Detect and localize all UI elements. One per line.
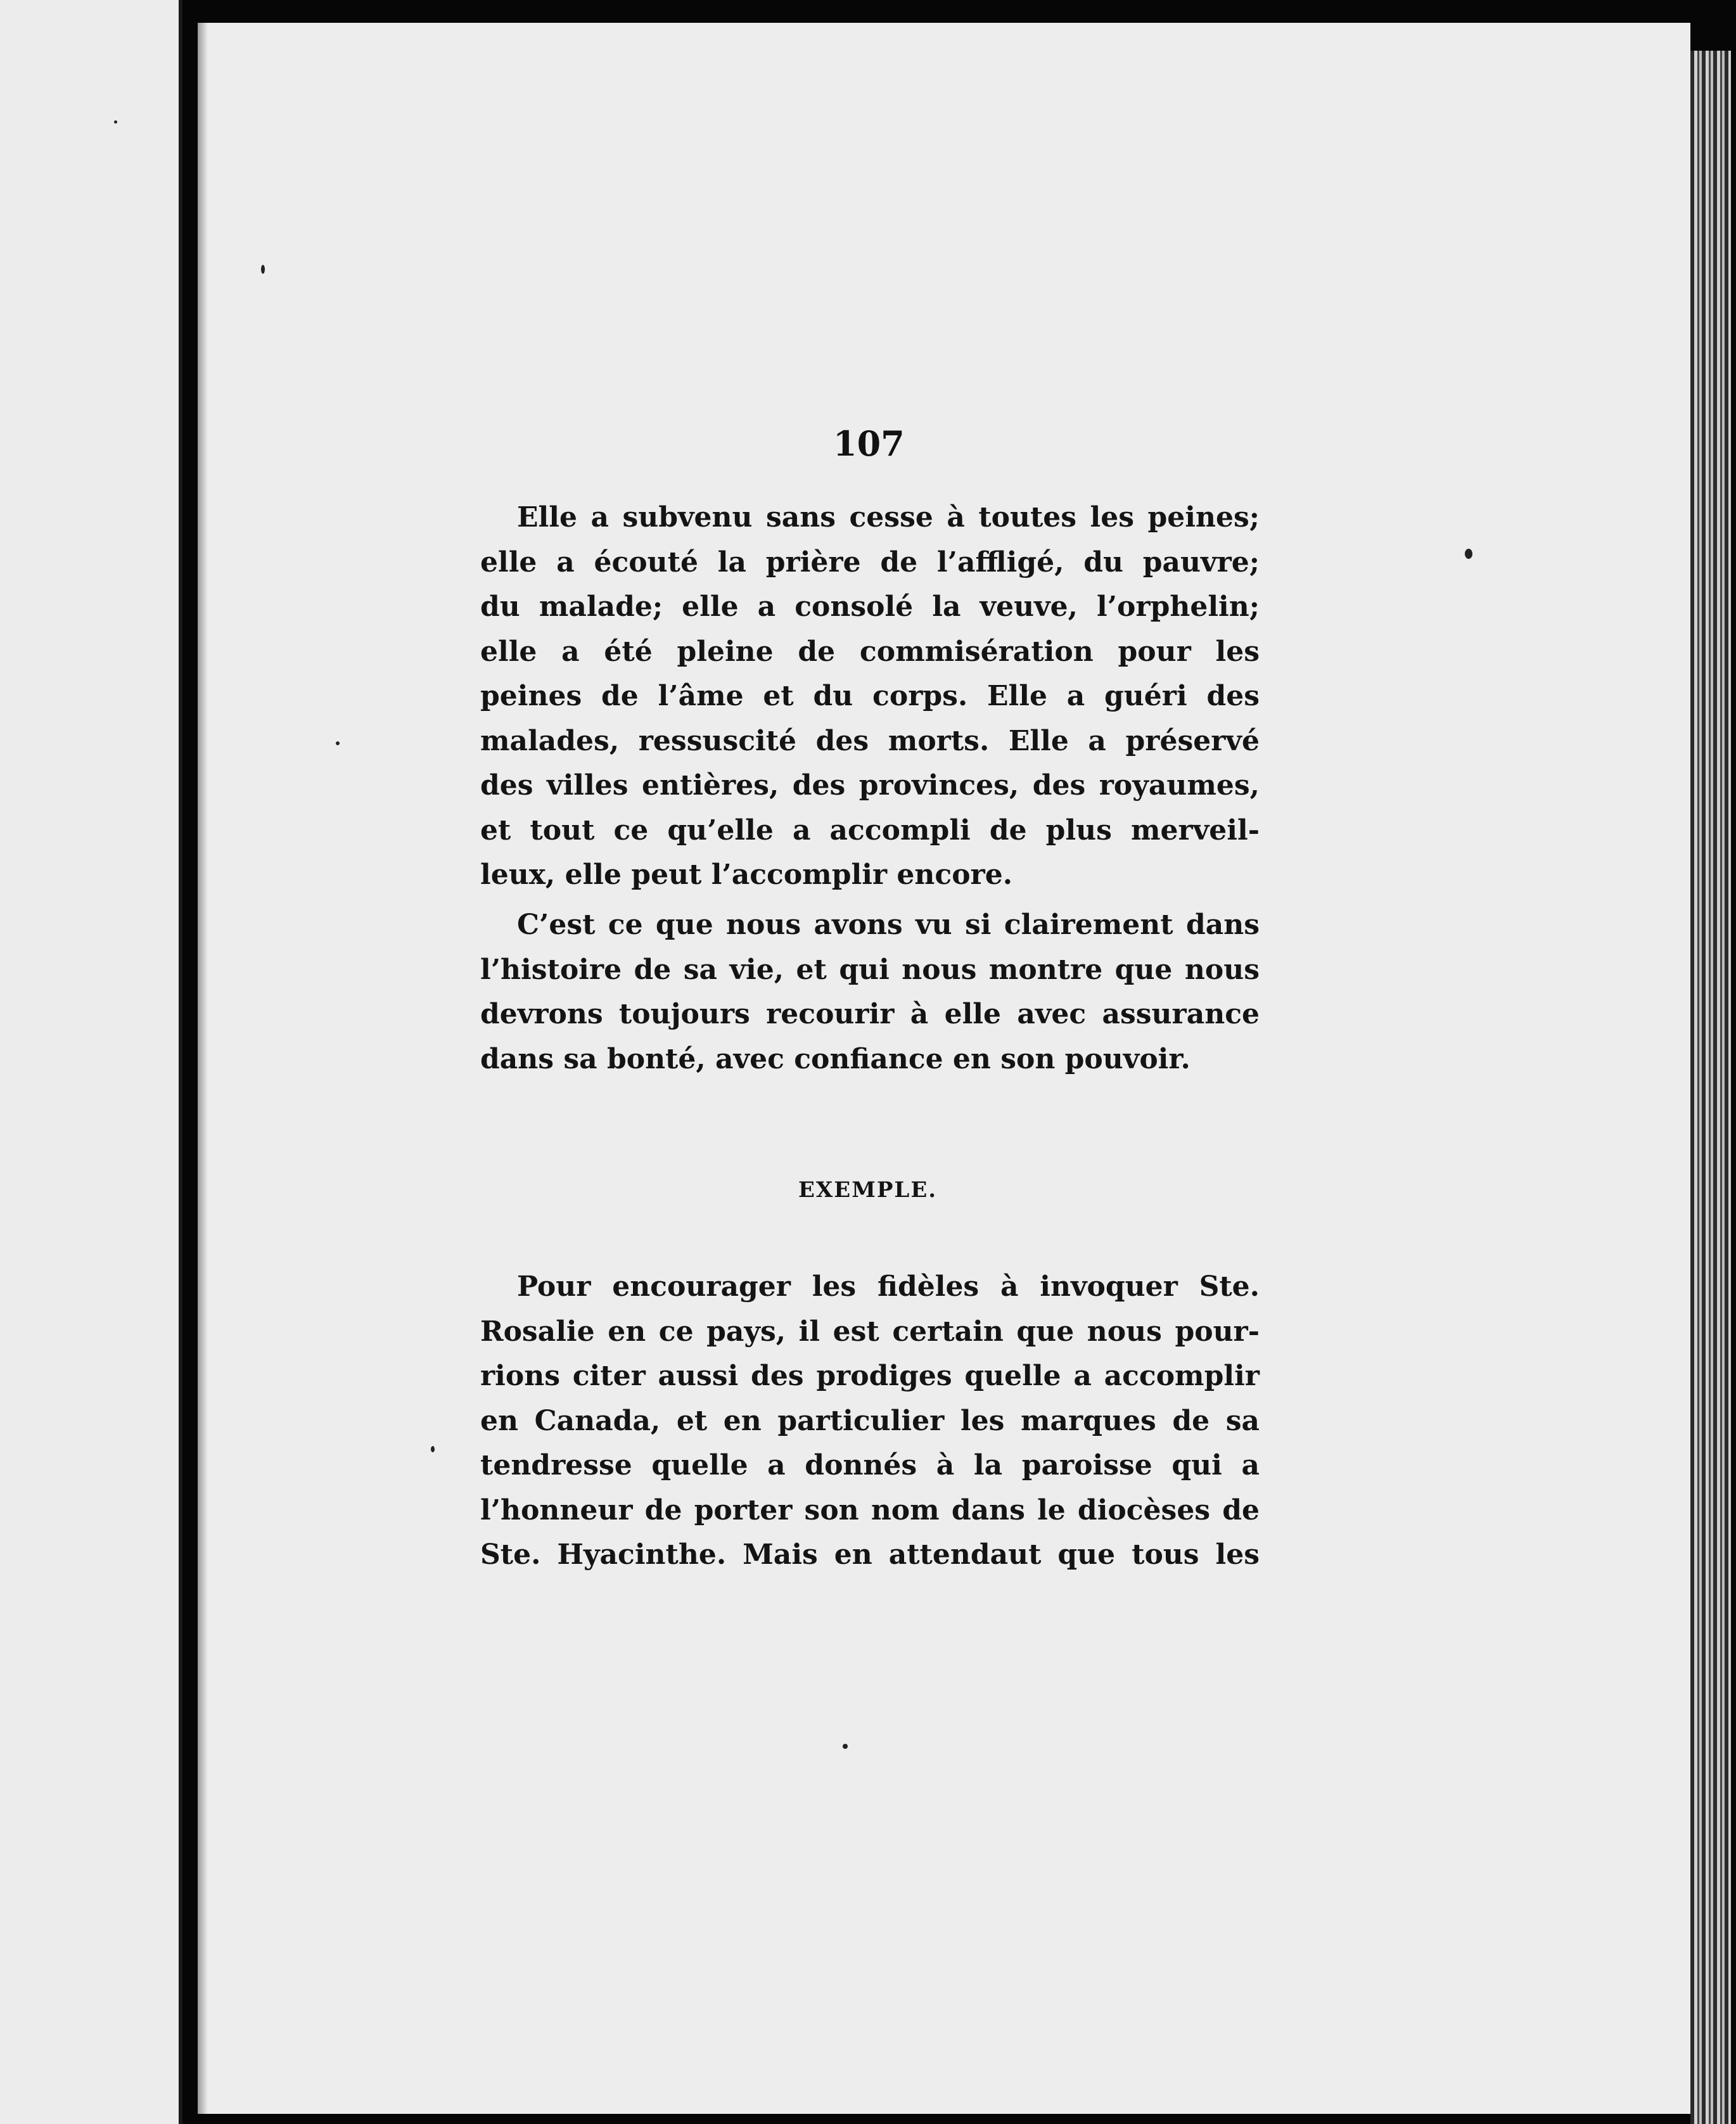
text-line: rions citer aussi des prodiges quelle a accomplir (480, 1360, 1260, 1392)
text-line: leux, elle peut l’accomplir encore. (480, 859, 1013, 891)
text-line: l’histoire de sa vie, et qui nous montre que nous (480, 953, 1260, 986)
speck (843, 1744, 848, 1749)
text-line: des villes entières, des provinces, des royaumes, (480, 769, 1260, 802)
text-line: dans sa bonté, avec confiance en son pouvoir. (480, 1042, 1190, 1075)
text-line: peines de l’âme et du corps. Elle a guéri des (480, 680, 1260, 712)
paragraph-3 (480, 1265, 1260, 1578)
paragraph-1 (480, 496, 1260, 898)
text-line: devrons toujours recourir à elle avec assurance (480, 998, 1260, 1030)
speck (1465, 549, 1472, 559)
text-line: et tout ce qu’elle a accompli de plus merveil- (480, 814, 1260, 847)
text-line: elle a été pleine de commisération pour les (480, 635, 1260, 668)
speck (261, 265, 265, 274)
page-stack-edges (1690, 51, 1731, 2124)
speck (336, 741, 340, 745)
paragraph-2 (480, 903, 1260, 1082)
text-line: Rosalie en ce pays, il est certain que nous pour- (480, 1315, 1260, 1348)
text-line: Pour encourager les fidèles à invoquer Ste. (517, 1270, 1260, 1303)
gutter-shadow (198, 23, 208, 2114)
text-line: Elle a subvenu sans cesse à toutes les peines; (517, 501, 1260, 534)
text-line: du malade; elle a consolé la veuve, l’orphelin; (480, 591, 1260, 623)
section-heading: EXEMPLE. (798, 1177, 938, 1203)
text-line: en Canada, et en particulier les marques de sa (480, 1404, 1260, 1437)
page-number: 107 (833, 423, 905, 464)
text-line: l’honneur de porter son nom dans le diocèses de (480, 1494, 1260, 1526)
speck (431, 1446, 435, 1452)
speck (114, 120, 117, 124)
facing-page-edge (0, 0, 182, 2124)
text-line: C’est ce que nous avons vu si clairement dans (517, 909, 1260, 941)
text-line: malades, ressuscité des morts. Elle a préservé (480, 724, 1260, 757)
text-line: elle a écouté la prière de l’affligé, du pauvre; (480, 546, 1260, 579)
text-line: Ste. Hyacinthe. Mais en attendaut que tous les (480, 1539, 1260, 1571)
text-line: tendresse quelle a donnés à la paroisse qui a (480, 1449, 1260, 1481)
